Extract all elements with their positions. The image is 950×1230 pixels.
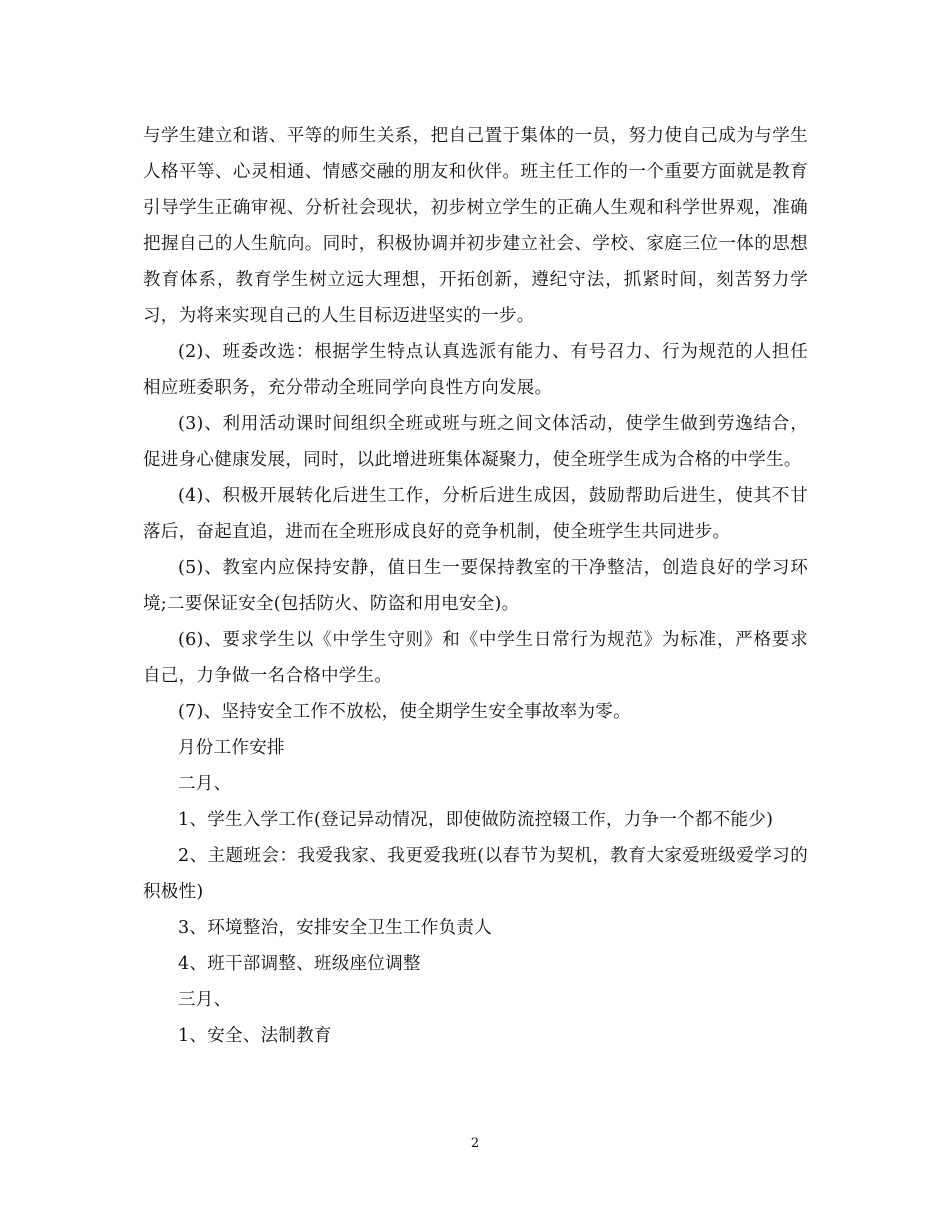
paragraph-5: (5)、教室内应保持安静，值日生一要保持教室的干净整洁，创造良好的学习环境;二要保证安全(包括防火、防盗和用电安全)。: [143, 558, 808, 614]
month-heading-february: 二月、: [178, 774, 232, 794]
paragraph-3: (3)、利用活动课时间组织全班或班与班之间文体活动，使学生做到劳逸结合，促进身心健康发展，同时，以此增进班集体凝聚力，使全班学生成为合格的中学生。: [143, 414, 808, 470]
page-number: 2: [470, 1136, 480, 1151]
section-heading-monthly-plan: 月份工作安排: [178, 738, 285, 758]
list-item: 1、学生入学工作(登记异动情况，即使做防流控辍工作，力争一个都不能少): [178, 810, 774, 830]
list-item: 2、主题班会：我爱我家、我更爱我班(以春节为契机，教育大家爱班级爱学习的积极性): [143, 846, 808, 902]
month-heading-march: 三月、: [178, 990, 232, 1010]
paragraph-4: (4)、积极开展转化后进生工作，分析后进生成因，鼓励帮助后进生，使其不甘落后，奋起直追，进而在全班形成良好的竞争机制，使全班学生共同进步。: [143, 486, 808, 542]
paragraph-2: (2)、班委改选：根据学生特点认真选派有能力、有号召力、行为规范的人担任相应班委职务，充分带动全班同学向良性方向发展。: [143, 342, 808, 398]
paragraph-1: 与学生建立和谐、平等的师生关系，把自己置于集体的一员，努力使自己成为与学生人格平等、心灵相通、情感交融的朋友和伙伴。班主任工作的一个重要方面就是教育引导学生正确审视、分析社会现状，初步树立学生的正确人生观和科学世界观，准确把握自己的人生航向。同时，积极协调并初步建立社会、学校、家庭三位一体的思想教育体系，教育学生树立远大理想，开拓创新，遵纪守法，抓紧时间，刻苦努力学习，为将来实现自己的人生目标迈进坚实的一步。: [143, 126, 808, 326]
list-item: 4、班干部调整、班级座位调整: [178, 954, 421, 974]
paragraph-6: (6)、要求学生以《中学生守则》和《中学生日常行为规范》为标准，严格要求自己，力争做一名合格中学生。: [143, 630, 808, 686]
list-item: 1、安全、法制教育: [178, 1026, 332, 1046]
document-body: [143, 118, 808, 1054]
list-item: 3、环境整治，安排安全卫生工作负责人: [178, 918, 493, 938]
paragraph-7: (7)、坚持安全工作不放松，使全期学生安全事故率为零。: [178, 702, 631, 722]
